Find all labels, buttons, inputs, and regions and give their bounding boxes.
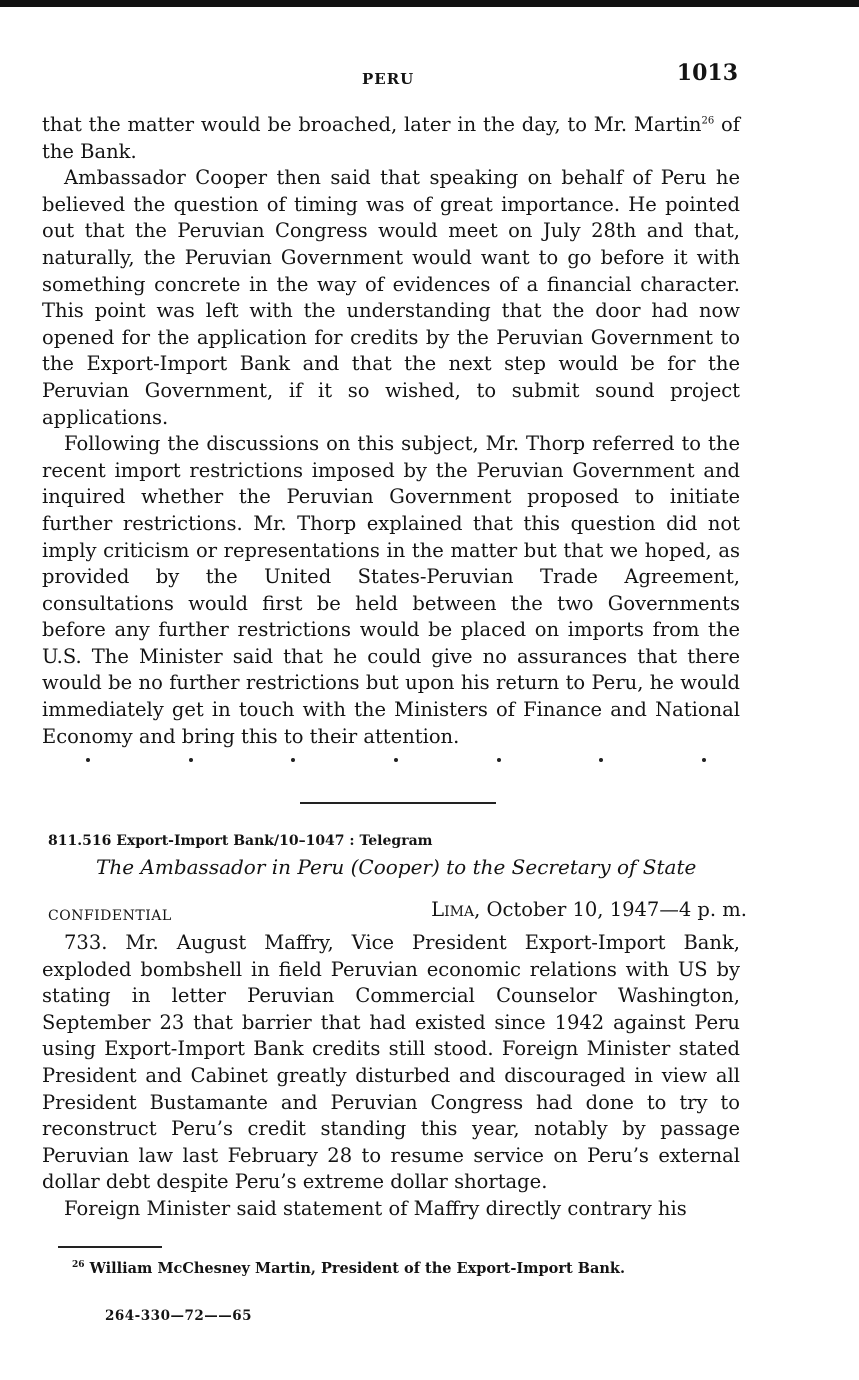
file-number: 811.516 Export-Import Bank/10–1047 : Telegram [48, 833, 433, 849]
telegram-body [42, 930, 740, 1223]
dateline-place: Lima [431, 898, 475, 921]
ellipsis-dot [86, 758, 90, 762]
top-border [0, 0, 859, 7]
dateline-date: , October 10, 1947—4 p. m. [474, 898, 747, 921]
ellipsis-dot [189, 758, 193, 762]
ellipsis-dots [86, 758, 706, 778]
telegram-paragraph-1: 733. Mr. August Maffry, Vice President Export-Import Bank, exploded bombshell in field Peruvian economic relations with US by stating in letter Peruvian Commercial Counselor Washington, September 23 that barrier that had existed since 1942 against Peru using Export-Import Bank credits still stood. Foreign Minister stated President and Cabinet greatly disturbed and discouraged in view all President Bustamante and Peruvian Congress had done to try to reconstruct Peru’s credit standing this year, notably by passage Peruvian law last February 28 to resume service on Peru’s external dollar debt despite Peru’s extreme dollar shortage. [42, 931, 740, 1194]
footnote-rule [58, 1246, 162, 1248]
ellipsis-dot [497, 758, 501, 762]
paragraph-2: Ambassador Cooper then said that speaking on behalf of Peru he believed the question of timing was of great importance. He pointed out that the Peruvian Congress would meet on July 28th and that, naturally, the Peruvian Government would want to go before it with something concrete in the way of evidences of a financial character. This point was left with the understanding that the door had now opened for the application for credits by the Peruvian Government to the Export-Import Bank and that the next step would be for the Peruvian Government, if it so wished, to submit sound project applications. [42, 166, 740, 429]
telegram-paragraph-2: Foreign Minister said statement of Maffry directly contrary his [64, 1196, 687, 1220]
document-title: The Ambassador in Peru (Cooper) to the Secretary of State [96, 855, 697, 879]
ellipsis-dot [702, 758, 706, 762]
section-continued-memo [42, 112, 740, 750]
footnote [72, 1260, 625, 1277]
footnote-text: William McChesney Martin, President of the Export-Import Bank. [89, 1260, 625, 1277]
ellipsis-dot [599, 758, 603, 762]
footnote-reference: 26 [701, 115, 715, 127]
page-header [40, 60, 740, 96]
dateline [431, 898, 747, 921]
printer-code: 264-330—72——65 [105, 1308, 253, 1324]
ellipsis-dot [394, 758, 398, 762]
page-number: 1013 [676, 60, 738, 86]
classification-label: CONFIDENTIAL [48, 908, 172, 924]
ellipsis-dot [291, 758, 295, 762]
running-head: PERU [362, 70, 415, 88]
paragraph-1: that the matter would be broached, later in the day, to Mr. Martin$^{26}$ of the Bank. [42, 113, 741, 163]
paragraph-3: Following the discussions on this subject, Mr. Thorp referred to the recent import restrictions imposed by the Peruvian Government and inquired whether the Peruvian Government proposed to initiate further restrictions. Mr. Thorp explained that this question did not imply criticism or representations in the matter but that we hoped, as provided by the United States-Peruvian Trade Agreement, consultations would first be held between the two Governments before any further restrictions would be placed on imports from the U.S. The Minister said that he could give no assurances that there would be no further restrictions but upon his return to Peru, he would immediately get in touch with the Ministers of Finance and National Economy and bring this to their attention. [42, 432, 740, 748]
section-divider [300, 802, 496, 804]
footnote-number: 26 [72, 1260, 85, 1271]
